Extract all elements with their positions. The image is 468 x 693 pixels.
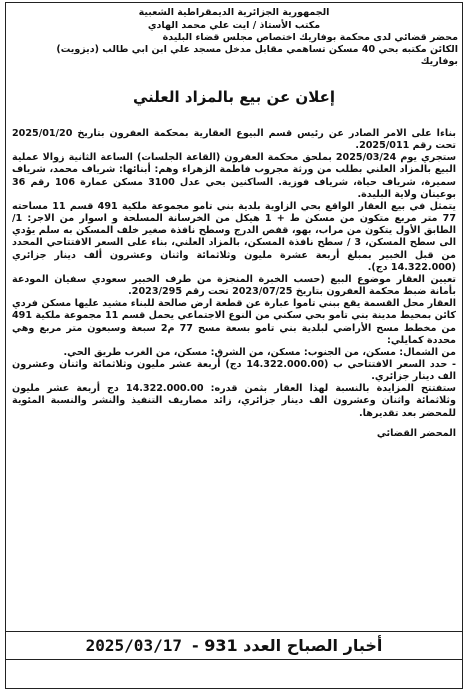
header-bailiff: محضر قضائي لدى محكمة بوفاريك اختصاص مجلس قضاء البليدة: [162, 32, 458, 43]
header-country: الجمهورية الجزائرية الديمقراطية الشعبية: [138, 7, 330, 18]
paragraph-description: العقار محل القسمة يقع ببني تاموا عبارة عن قطعة ارض صالحة للبناء مشيد عليها مسكن فردي كائن بمحيط مدينة بني تامو بحي سكني من النوع الاجتماعي يحمل قسم 11 مجموعة ملكية 491 من مخطط مسح الأراضي لبلدية بني تامو بسعة مسح 77 م2 سبعة وسبعون متر مربع وهي محددة كمايلي:: [12, 298, 456, 346]
paragraph-bidding: ستفتتح المزايدة بالنسبة لهذا العقار بثمن قدره: 14.322.000.00 دج أربعة عشر مليون وثلاثمائة واثنان وعشرون الف دينار جزائري، زائد مصاريف التنفيذ والنشر والنسبة المئوية للمحضر بعد تقديرها.: [12, 383, 456, 419]
paragraph-opening-price: - حدد السعر الافتتاحي ب (14.322.000.00 دج) أربعة عشر مليون وثلاثمائة واثنان وعشرون الف دينار جزائري.: [12, 358, 456, 383]
paragraph-boundaries: من الشمال: مسكن، من الجنوب: مسكن، من الشرق: مسكن، من الغرب طريق الحي.: [63, 346, 456, 358]
header-city: بوفاريك: [420, 56, 458, 67]
header-office: مكتب الأستاذ / ايت علي محمد الهادي: [147, 20, 321, 31]
paragraph-auction-date: ستجري يوم 2025/03/24 بملحق محكمة العفرون (القاعة الجلسات) الساعة الثانية زوالا عملية البيع بالمزاد العلني بطلب من ورثة مجروب فاطمة الزهراء وهم: أبنائها: شرياف محمد، شرياف سميرة، شرياف حياة، شرياف فوزية. الساكنين بحي عدل 3100 مسكن عمارة 106 رقم 36 بوعينان ولاية البليدة.: [12, 152, 457, 200]
header-address: الكائن مكتبه بحي 40 مسكن تساهمي مقابل مدخل مسجد علي ابن ابي طالب (ديزويت): [56, 44, 458, 55]
newspaper-footer: [6, 631, 462, 660]
footer-publication: أخبار الصباح العدد 931 -: [191, 636, 383, 655]
paragraph-expertise: تعيين العقار موضوع البيع (حسب الخبرة المنجزة من طرف الخبير سعودي سفيان المودعة بأمانة ضبط محكمة العفرون بتاريخ 2023/07/25 تحت رقم 2023/295.: [12, 273, 456, 298]
page-border: [5, 2, 463, 689]
paragraph-property: يتمثل في بيع العقار الواقع بحي الزاوية بلدية بني تامو مجموعة ملكية 491 قسم 11 مساحته 77 متر مربع متكون من مسكن ط + 1 هيكل من الخرسانة المسلحة و اسوار من الاجر: 1/ الطابق الأول يتكون من مراب، بهو، قفص الدرج وسطح نافذة صغير خلف المسكن به سلم يؤدي الى سطح المسكن، 3 / سطح نافذة المسكن، بالمزاد العلني، بناء على السعر الافتتاحي المحدد من قبل الخبير بمبلغ أربعة عشرة مليون وثلاثمائة واثنان وعشرون ألف دينار جزائري (14.322.000 دج).: [12, 200, 457, 273]
paragraph-order: بناءا على الامر الصادر عن رئيس قسم البيوع العقارية بمحكمة العفرون بتاريخ 2025/01/20 تحت رقم 2025/011.: [12, 128, 456, 152]
footer-date: 2025/03/17: [85, 636, 182, 655]
notice-title: إعلان عن بيع بالمزاد العلني: [132, 88, 335, 106]
signature: المحضر القضائي: [376, 427, 456, 439]
